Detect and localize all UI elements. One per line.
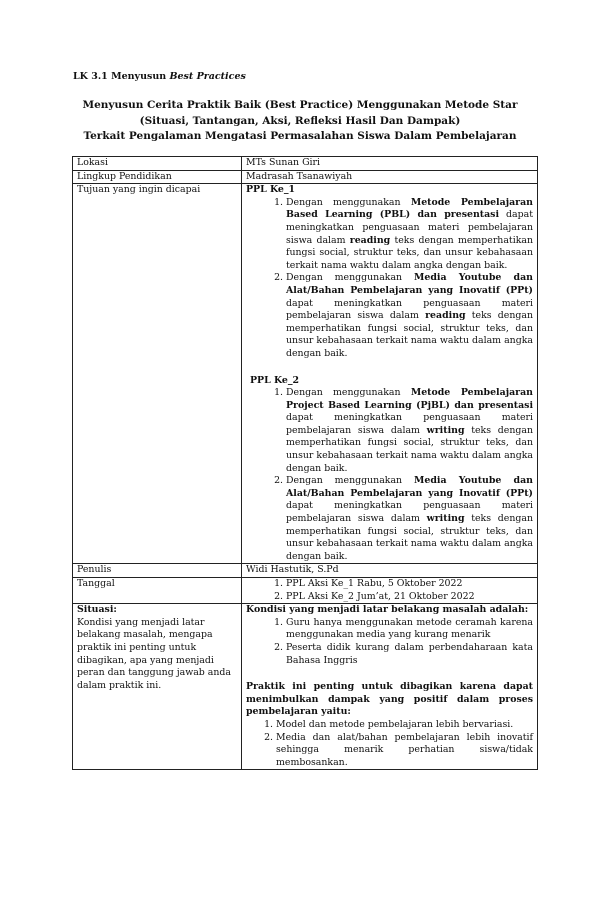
kondisi-item-1: 1. Guru hanya menggunakan metode ceramah karena menggunakan media yang kurang menarik (286, 617, 533, 642)
penting-title: Praktik ini penting untuk dibagikan karena dapat menimbulkan dampak yang positif dalam proses pembelajaran yaitu: (246, 681, 533, 718)
row-tujuan (73, 184, 538, 564)
penulis-label: Penulis (73, 564, 242, 578)
ppl1-item-2: 2. Dengan menggunakan Media Youtube dan Alat/Bahan Pembelajaran yang Inovatif (PPt) dapat meningkatkan penguasaan materi pembelajaran siswa dalam reading teks dengan memperhatikan fungsi social, struktur teks, dan unsur kebahasaan terkait nama waktu dalam angka dengan baik. (286, 272, 533, 360)
lokasi-value: MTs Sunan Giri (242, 157, 538, 171)
lk-prefix: LK 3.1 Menyusun (73, 71, 170, 82)
ppl1-item-1: 1. Dengan menggunakan Metode Pembelajaran Based Learning (PBL) dan presentasi dapat meningkatkan penguasaan materi pembelajaran siswa dalam reading teks dengan memperhatikan fungsi social, struktur teks, dan unsur kebahasaan terkait nama waktu dalam angka dengan baik. (286, 197, 533, 273)
tujuan-label: Tujuan yang ingin dicapai (73, 184, 242, 564)
lingkup-label: Lingkup Pendidikan (73, 170, 242, 184)
row-lingkup (73, 170, 538, 184)
document-code (73, 71, 246, 82)
ppl2-list (246, 387, 533, 563)
tanggal-item-2: 2. PPL Aksi Ke_2 Jum’at, 21 Oktober 2022 (286, 591, 533, 604)
situasi-description: Kondisi yang menjadi latar belakang masalah, mengapa praktik ini penting untuk dibagikan, apa yang menjadi peran dan tanggung jawab anda dalam praktik ini. (77, 616, 232, 691)
title-line-3: Terkait Pengalaman Mengatasi Permasalahan Siswa Dalam Pembelajaran (83, 130, 517, 142)
row-tanggal (73, 578, 538, 604)
title-line-1: Menyusun Cerita Praktik Baik (Best Practice) Menggunakan Metode Star (82, 99, 518, 111)
tanggal-item-1: 1. PPL Aksi Ke_1 Rabu, 5 Oktober 2022 (286, 578, 533, 591)
lk-italic: Best Practices (169, 71, 246, 82)
lingkup-value: Madrasah Tsanawiyah (242, 170, 538, 184)
document-title (0, 98, 600, 145)
ppl2-item-1: 1. Dengan menggunakan Metode Pembelajaran Project Based Learning (PjBL) dan presentasi dapat meningkatkan penguasaan materi pembelajaran siswa dalam writing teks dengan memperhatikan fungsi social, struktur teks, dan unsur kebahasaan terkait nama waktu dalam angka dengan baik. (286, 387, 533, 475)
penulis-value: Widi Hastutik, S.Pd (242, 564, 538, 578)
kondisi-title: Kondisi yang menjadi latar belakang masalah adalah: (246, 604, 529, 616)
row-penulis (73, 564, 538, 578)
situasi-title: Situasi: (77, 604, 117, 616)
practice-table (72, 156, 538, 770)
title-line-2: (Situasi, Tantangan, Aksi, Refleksi Hasil Dan Dampak) (139, 114, 461, 127)
kondisi-item-2: 2. Peserta didik kurang dalam perbendaharaan kata Bahasa Inggris (286, 642, 533, 667)
situasi-value (242, 604, 538, 770)
ppl2-title: PPL Ke_2 (250, 374, 300, 386)
penting-list (246, 719, 533, 769)
tanggal-value (242, 578, 538, 604)
lokasi-label: Lokasi (73, 157, 242, 171)
ppl1-title: PPL Ke_1 (246, 184, 296, 196)
ppl2-item-2: 2. Dengan menggunakan Media Youtube dan Alat/Bahan Pembelajaran yang Inovatif (PPt) dapat meningkatkan penguasaan materi pembelajaran siswa dalam writing teks dengan memperhatikan fungsi social, struktur teks, dan unsur kebahasaan terkait nama waktu dalam angka dengan baik. (286, 475, 533, 563)
kondisi-list (246, 617, 533, 667)
tujuan-value (242, 184, 538, 564)
penting-item-2: 2. Media dan alat/bahan pembelajaran lebih inovatif sehingga menarik perhatian siswa/tidak membosankan. (276, 732, 533, 770)
row-lokasi (73, 157, 538, 171)
row-situasi (73, 604, 538, 770)
tanggal-list (246, 578, 533, 603)
penting-item-1: 1. Model dan metode pembelajaran lebih bervariasi. (276, 719, 533, 732)
ppl1-list (246, 197, 533, 361)
tanggal-label: Tanggal (73, 578, 242, 604)
situasi-label (73, 604, 242, 770)
